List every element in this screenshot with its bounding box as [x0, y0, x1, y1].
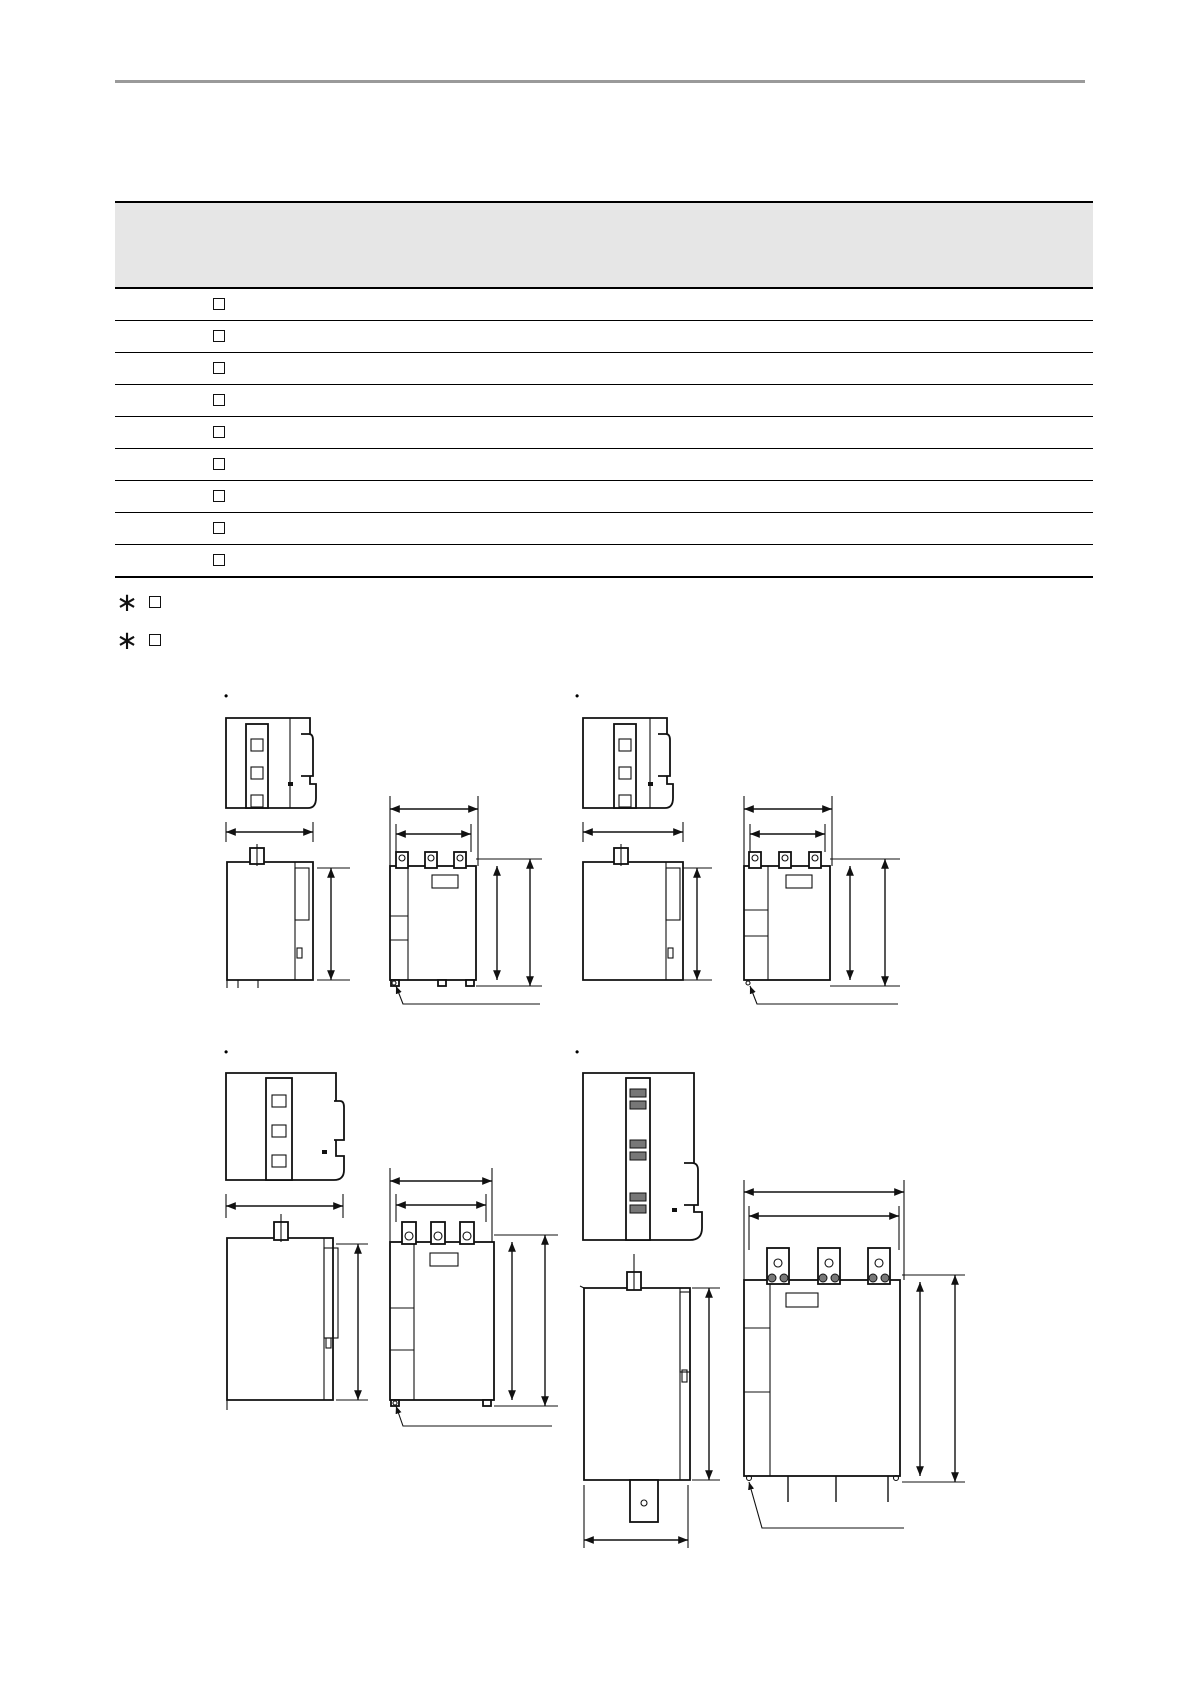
front-view: [744, 852, 830, 985]
front-view: [744, 1248, 900, 1502]
terminal-icon: [767, 1248, 890, 1284]
top-view: [583, 718, 673, 808]
figure-bullet-4: •: [575, 1045, 580, 1059]
figure-bullet-3: •: [224, 1045, 229, 1059]
figure-2: [583, 718, 900, 1004]
figure-bullet-1: •: [224, 689, 229, 703]
figure-1: [226, 718, 542, 1004]
terminal-icon: [402, 1222, 474, 1244]
side-view: [580, 1254, 690, 1522]
figure-4: [580, 1073, 965, 1548]
side-view: [583, 844, 683, 980]
mounting-hole-icon: [746, 981, 750, 985]
top-view: [226, 718, 316, 808]
side-view: [227, 1214, 338, 1410]
terminal-icon: [396, 852, 466, 868]
front-view: [390, 852, 476, 986]
asterisk-marker: ∗: [116, 587, 138, 617]
asterisk-marker: ∗: [116, 625, 138, 655]
terminal-icon: [749, 852, 821, 868]
side-view: [227, 844, 313, 988]
top-view: [583, 1073, 702, 1240]
top-view: [226, 1073, 344, 1180]
figure-bullet-2: •: [575, 689, 580, 703]
figure-3: [226, 1073, 558, 1426]
front-view: [390, 1222, 494, 1406]
